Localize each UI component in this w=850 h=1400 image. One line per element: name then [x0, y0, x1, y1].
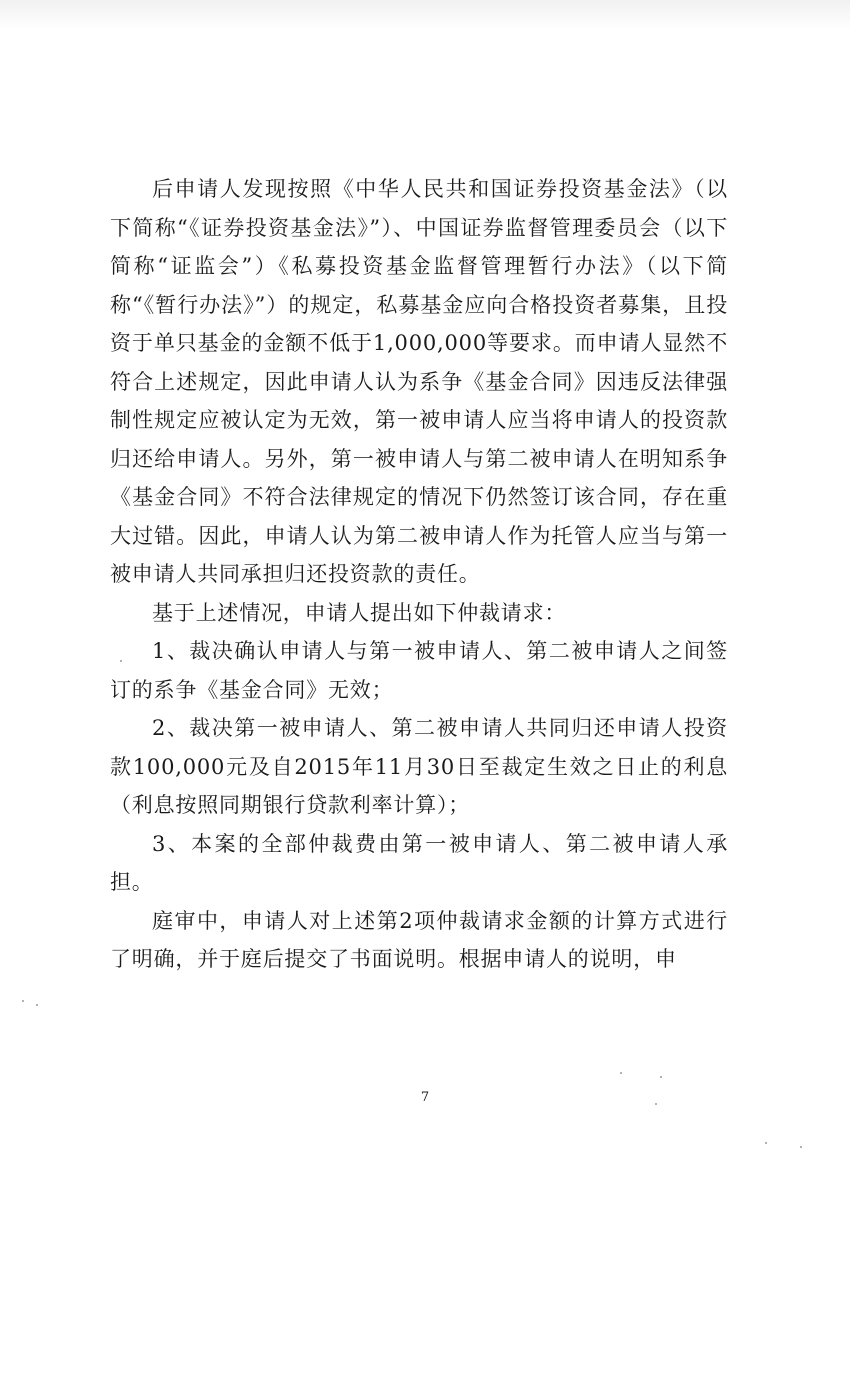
- paragraph-hearing: 庭审中，申请人对上述第2项仲裁请求金额的计算方式进行了明确，并于庭后提交了书面说明。根据申请人的说明，申: [110, 908, 728, 971]
- document-body: [110, 170, 728, 979]
- paragraph-claims-intro: 基于上述情况，申请人提出如下仲裁请求：: [152, 600, 567, 625]
- claim-item-2: 2、裁决第一被申请人、第二被申请人共同归还申请人投资款100,000元及自2015年11月30日至裁定生效之日止的利息（利息按照同期银行贷款利率计算）；: [110, 716, 728, 817]
- claim-item-1: 1、裁决确认申请人与第一被申请人、第二被申请人之间签订的系争《基金合同》无效；: [110, 639, 728, 702]
- paragraph-fund-law: 后申请人发现按照《中华人民共和国证券投资基金法》（以下简称“《证券投资基金法》”）、中国证券监督管理委员会（以下简称“证监会”）《私募投资基金监督管理暂行办法》（以下简称“《暂行办法》”）的规定，私募基金应向合格投资者募集，且投资于单只基金的金额不低于1,000,000等要求。而申请人显然不符合上述规定，因此申请人认为系争《基金合同》因违反法律强制性规定应被认定为无效，第一被申请人应当将申请人的投资款归还给申请人。另外，第一被申请人与第二被申请人在明知系争《基金合同》不符合法律规定的情况下仍然签订该合同，存在重大过错。因此，申请人认为第二被申请人作为托管人应当与第一被申请人共同承担归还投资款的责任。: [110, 177, 728, 586]
- claim-item-3: 3、本案的全部仲裁费由第一被申请人、第二被申请人承担。: [110, 831, 728, 894]
- page-number: 7: [420, 1090, 430, 1105]
- scan-shadow: [0, 0, 850, 30]
